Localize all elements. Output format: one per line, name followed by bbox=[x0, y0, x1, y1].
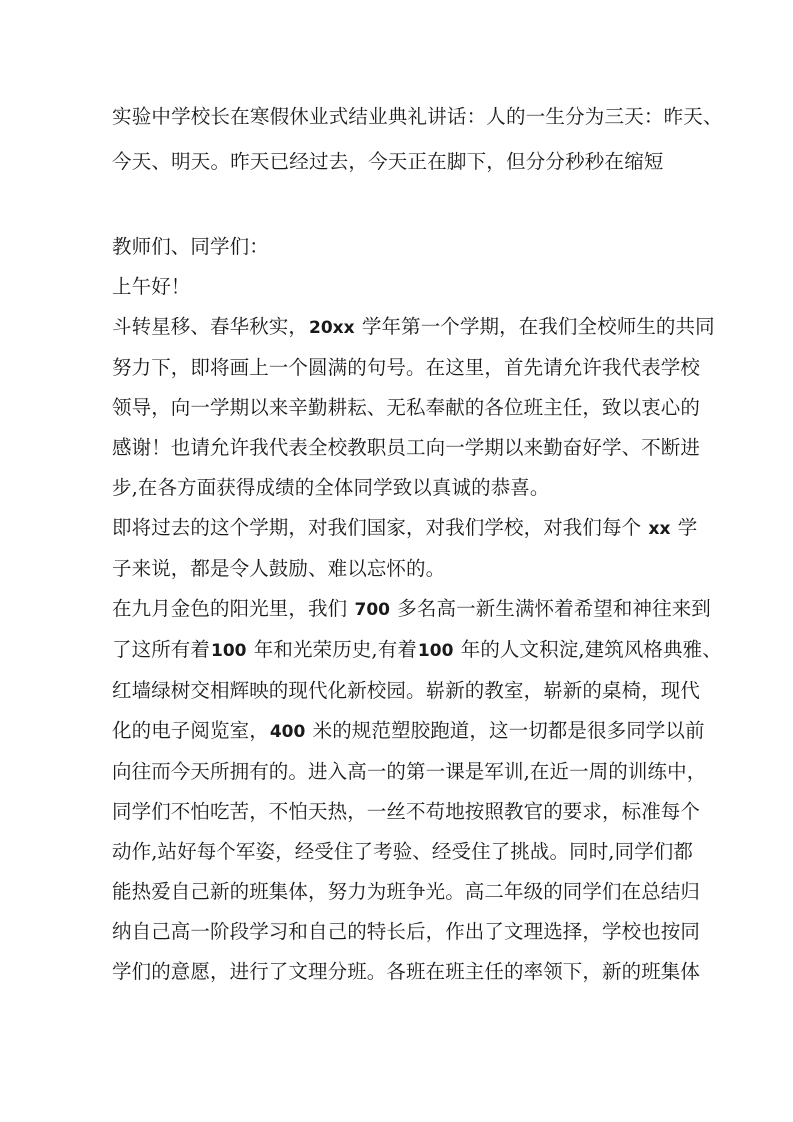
body-line-7: 步,在各方面获得成绩的全体同学致以真诚的恭喜。 bbox=[112, 476, 550, 499]
body-line-1: 教师们、同学们： bbox=[112, 235, 269, 258]
inline-number: xx bbox=[648, 519, 671, 539]
inline-number: 400 bbox=[269, 722, 306, 742]
document-title bbox=[112, 94, 723, 184]
body-line-9: 子来说，都是令人鼓励、难以忘怀的。 bbox=[112, 557, 446, 580]
body-line-10: 在九月金色的阳光里，我们 700 多名高一新生满怀着希望和神往来到 bbox=[112, 597, 711, 620]
inline-number: 700 bbox=[354, 600, 390, 620]
body-line-14: 向往而今天所拥有的。进入高一的第一课是军训,在近一周的训练中， bbox=[112, 760, 707, 783]
title-line-2: 今天、明天。昨天已经过去，今天正在脚下，但分分秒秒在缩短 bbox=[112, 150, 664, 173]
body-line-6: 感谢！也请允许我代表全校教职员工向一学期以来勤奋好学、不断进 bbox=[112, 436, 701, 459]
body-line-16: 动作,站好每个军姿，经受住了考验、经受住了挑战。同时,同学们都 bbox=[112, 840, 693, 863]
body-line-12: 红墙绿树交相辉映的现代化新校园。崭新的教室，崭新的桌椅，现代 bbox=[112, 679, 701, 702]
body-line-5: 领导，向一学期以来辛勤耕耘、无私奉献的各位班主任，致以衷心的 bbox=[112, 396, 701, 419]
body-line-3: 斗转星移、春华秋实，20xx 学年第一个学期，在我们全校师生的共同 bbox=[112, 315, 715, 338]
body-line-4: 努力下，即将画上一个圆满的句号。在这里，首先请允许我代表学校 bbox=[112, 356, 701, 379]
body-line-19: 学们的意愿，进行了文理分班。各班在班主任的率领下，新的班集体 bbox=[112, 960, 701, 983]
document-body bbox=[112, 227, 722, 992]
inline-number: 100 bbox=[417, 641, 454, 661]
body-line-11: 了这所有着100 年和光荣历史,有着100 年的人文积淀,建筑风格典雅、 bbox=[112, 638, 722, 661]
body-line-17: 能热爱自己新的班集体，努力为班争光。高二年级的同学们在总结归 bbox=[112, 880, 701, 903]
body-line-18: 纳自己高一阶段学习和自己的特长后，作出了文理选择，学校也按同 bbox=[112, 920, 701, 943]
title-body-spacer bbox=[112, 184, 688, 227]
body-line-2: 上午好！ bbox=[112, 275, 191, 298]
inline-number: 100 bbox=[211, 641, 247, 661]
document-content bbox=[112, 94, 723, 992]
body-line-15: 同学们不怕吃苦，不怕天热，一丝不苟地按照教官的要求，标准每个 bbox=[112, 800, 701, 823]
inline-number: 20xx bbox=[309, 318, 355, 338]
body-line-8: 即将过去的这个学期，对我们国家，对我们学校，对我们每个 xx 学 bbox=[112, 516, 698, 539]
title-line-1: 实验中学校长在寒假休业式结业典礼讲话：人的一生分为三天：昨天、 bbox=[112, 105, 723, 128]
body-line-13: 化的电子阅览室，400 米的规范塑胶跑道，这一切都是很多同学以前 bbox=[112, 719, 705, 742]
